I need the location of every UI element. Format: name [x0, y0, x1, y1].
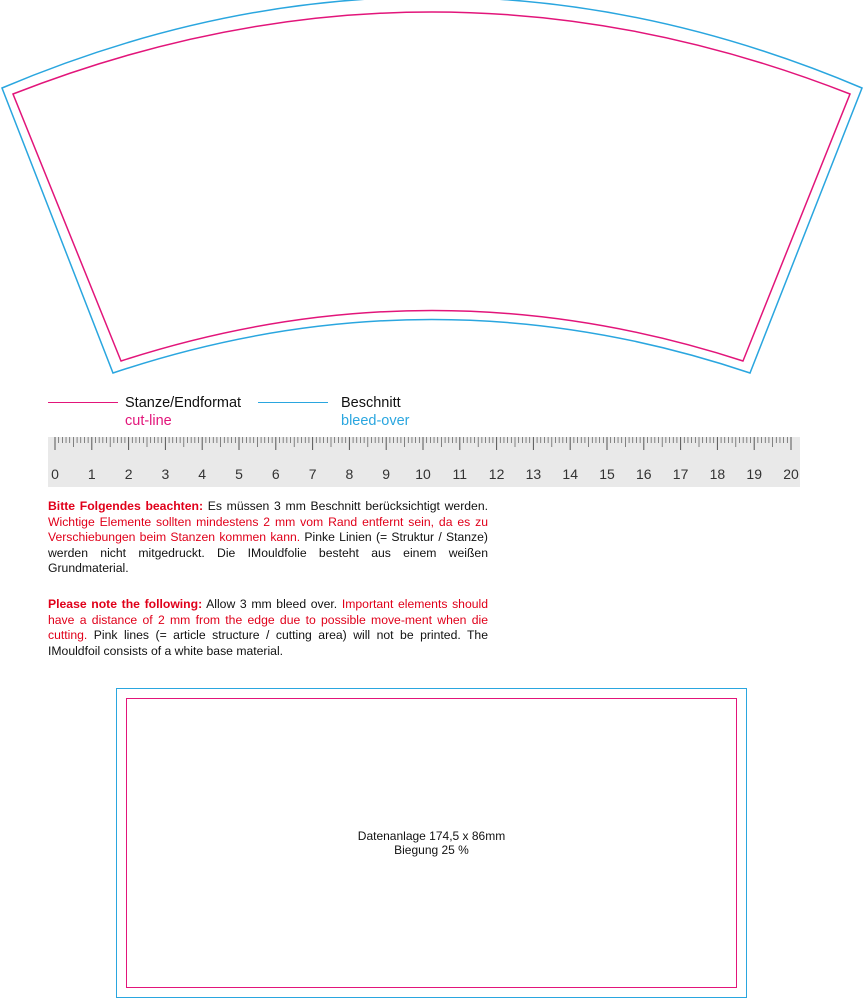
ruler-label: 5 [235, 466, 243, 482]
ruler-label: 4 [198, 466, 207, 482]
ruler-label: 3 [161, 466, 170, 482]
notes-english [48, 597, 488, 659]
notes-en-text2: Pink lines (= article structure / cutting area) will not be printed. The IMouldfoil consists of a white base material. [48, 628, 488, 658]
ruler-label: 14 [562, 466, 578, 482]
ruler-label: 15 [599, 466, 615, 482]
bleed-over-legend-swatch [258, 402, 328, 403]
cut-line-label-en: cut-line [125, 413, 172, 429]
ruler-label: 10 [415, 466, 431, 482]
ruler-label: 19 [746, 466, 762, 482]
bleed-over-label-de: Beschnitt [341, 395, 401, 411]
ruler-label: 13 [525, 466, 542, 482]
ruler-label: 6 [271, 466, 280, 482]
ruler-label: 16 [636, 466, 652, 482]
cut-line-outline [13, 12, 850, 361]
ruler [48, 437, 800, 487]
ruler-scale [48, 437, 800, 487]
notes-en-highlight: Important elements should have a distance of 2 mm from the edge due to possible move-ment when die cutting. [48, 597, 489, 642]
notes-de-heading: Bitte Folgendes beachten: [48, 499, 204, 513]
notes-de-text2: Pinke Linien (= Struktur / Stanze) werden nicht mitgedruckt. Die IMouldfolie besteht aus einem weißen Grundmaterial. [48, 530, 488, 575]
notes-de-highlight: Wichtige Elemente sollten mindestens 2 mm vom Rand entfernt sein, da es zu Verschiebungen beim Stanzen kommen kann. [48, 514, 488, 544]
data-box-caption [126, 829, 737, 857]
ruler-label: 1 [87, 466, 96, 482]
ruler-label: 7 [308, 466, 317, 482]
bleed-over-outline [2, 0, 862, 373]
cup-wrap-template [0, 0, 864, 390]
cut-line-legend-swatch [48, 402, 118, 403]
ruler-label: 0 [51, 466, 59, 482]
notes-german [48, 499, 488, 577]
ruler-label: 20 [783, 466, 799, 482]
data-box-dimensions: Datenanlage 174,5 x 86mm [357, 829, 506, 843]
ruler-label: 2 [124, 466, 133, 482]
notes-en-text1: Allow 3 mm bleed over. [202, 597, 342, 611]
bleed-over-label-en: bleed-over [341, 413, 410, 429]
cut-line-label-de: Stanze/Endformat [125, 395, 242, 411]
notes-de-text1: Es müssen 3 mm Beschnitt berücksichtigt werden. [203, 499, 488, 513]
data-box-bend: Biegung 25 % [394, 843, 469, 857]
ruler-label: 18 [709, 466, 726, 482]
notes-en-heading: Please note the following: [48, 597, 203, 611]
ruler-label: 17 [672, 466, 689, 482]
ruler-label: 11 [452, 466, 468, 482]
ruler-label: 12 [488, 466, 505, 482]
ruler-label: 9 [382, 466, 391, 482]
ruler-label: 8 [345, 466, 354, 482]
